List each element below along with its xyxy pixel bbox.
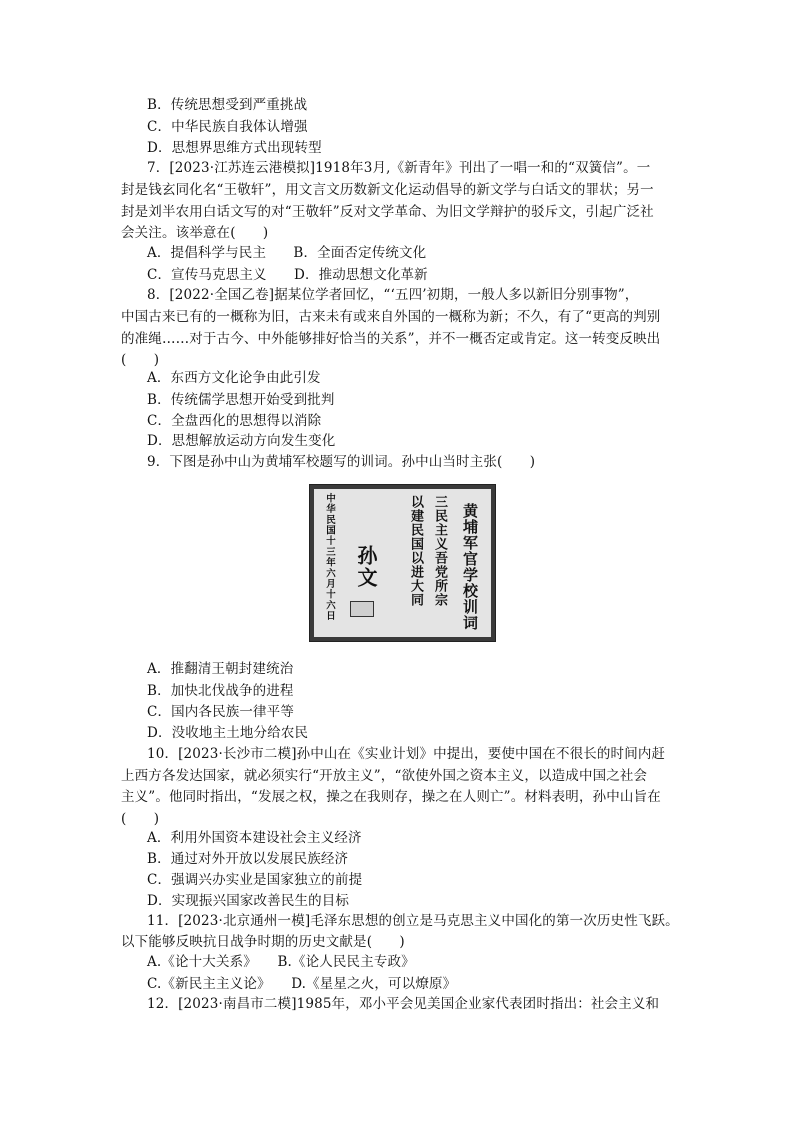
text-line: B．加快北伐战争的进程: [147, 683, 294, 699]
text-line: C．中华民族自我体认增强: [147, 119, 308, 135]
text-line: C.《新民主主义论》 D.《星星之火，可以燎原》: [147, 976, 457, 992]
text-line: ( ): [121, 352, 160, 368]
sun-yatsen-inscription-image: [309, 484, 496, 642]
text-line: D．思想界思维方式出现转型: [147, 140, 322, 156]
text-line: ( ): [121, 811, 160, 827]
text-line: 7．[2023·江苏连云港模拟]1918年3月,《新青年》刊出了一唱一和的“双簧信”。一: [147, 160, 651, 176]
text-line: 封是刘半农用白话文写的对“王敬轩”反对文学革命、为旧文学辩护的驳斥文，引起广泛社: [121, 204, 654, 220]
text-line: 12．[2023·南昌市二模]1985年，邓小平会见美国企业家代表团时指出：社会主义和: [147, 996, 660, 1012]
text-line: 的准绳……对于古今、中外能够排好恰当的关系”，并不一概否定或肯定。这一转变反映出: [121, 331, 661, 347]
text-line: B．通过对外开放以发展民族经济: [147, 851, 349, 867]
text-line: 10．[2023·长沙市二模]孙中山在《实业计划》中提出，要使中国在不很长的时间内赶: [147, 746, 666, 762]
inscription-date: 中华民国十三年六月十六日: [324, 493, 335, 622]
text-line: A．东西方文化论争由此引发: [147, 370, 321, 386]
text-line: D．没收地主土地分给农民: [147, 725, 309, 741]
text-line: 以下能够反映抗日战争时期的历史文献是( ): [121, 934, 405, 950]
text-line: 8．[2022·全国乙卷]据某位学者回忆，“‘五四’初期，一般人多以新旧分别事物”，: [147, 287, 639, 303]
text-line: 11．[2023·北京通州一模]毛泽东思想的创立是马克思主义中国化的第一次历史性飞跃。: [147, 913, 679, 929]
text-line: A．推翻清王朝封建统治: [147, 661, 294, 677]
text-line: C．全盘西化的思想得以消除: [147, 413, 322, 429]
text-line: 主义”。他同时指出，“发展之权，操之在我则存，操之在人则亡”。材料表明，孙中山旨在: [121, 789, 661, 805]
text-line: C．宣传马克思主义 D．推动思想文化革新: [147, 267, 428, 283]
text-line: D．实现振兴国家改善民生的目标: [147, 893, 350, 909]
text-line: 9．下图是孙中山为黄埔军校题写的训词。孙中山当时主张( ): [147, 454, 536, 470]
text-line: D．思想解放运动方向发生变化: [147, 433, 336, 449]
inscription-paper: [314, 489, 491, 637]
inscription-title: 黄埔军官学校训词: [461, 503, 479, 631]
text-line: C．强调兴办实业是国家独立的前提: [147, 872, 363, 888]
text-line: 封是钱玄同化名“王敬轩”，用文言文历数新文化运动倡导的新文学与白话文的罪状；另一: [121, 182, 654, 198]
seal-stamp: [350, 601, 374, 617]
text-line: A．提倡科学与民主 B．全面否定传统文化: [147, 245, 427, 261]
text-line: A.《论十大关系》 B.《论人民民主专政》: [147, 954, 415, 970]
text-line: 中国古来已有的一概称为旧，古来未有或来自外国的一概称为新；不久，有了“更高的判别: [121, 309, 661, 325]
inscription-line-2: 以建民国以进大同: [408, 495, 423, 607]
text-line: B．传统思想受到严重挑战: [147, 97, 308, 113]
text-line: B．传统儒学思想开始受到批判: [147, 392, 335, 408]
text-line: 上西方各发达国家，就必须实行“开放主义”，“欲使外国之资本主义，以造成中国之社会: [121, 768, 648, 784]
text-line: A．利用外国资本建设社会主义经济: [147, 830, 362, 846]
text-line: C．国内各民族一律平等: [147, 704, 294, 720]
text-line: 会关注。该举意在( ): [121, 225, 269, 241]
inscription-signature: 孙文: [354, 545, 378, 589]
inscription-line-1: 三民主义吾党所宗: [432, 495, 447, 607]
